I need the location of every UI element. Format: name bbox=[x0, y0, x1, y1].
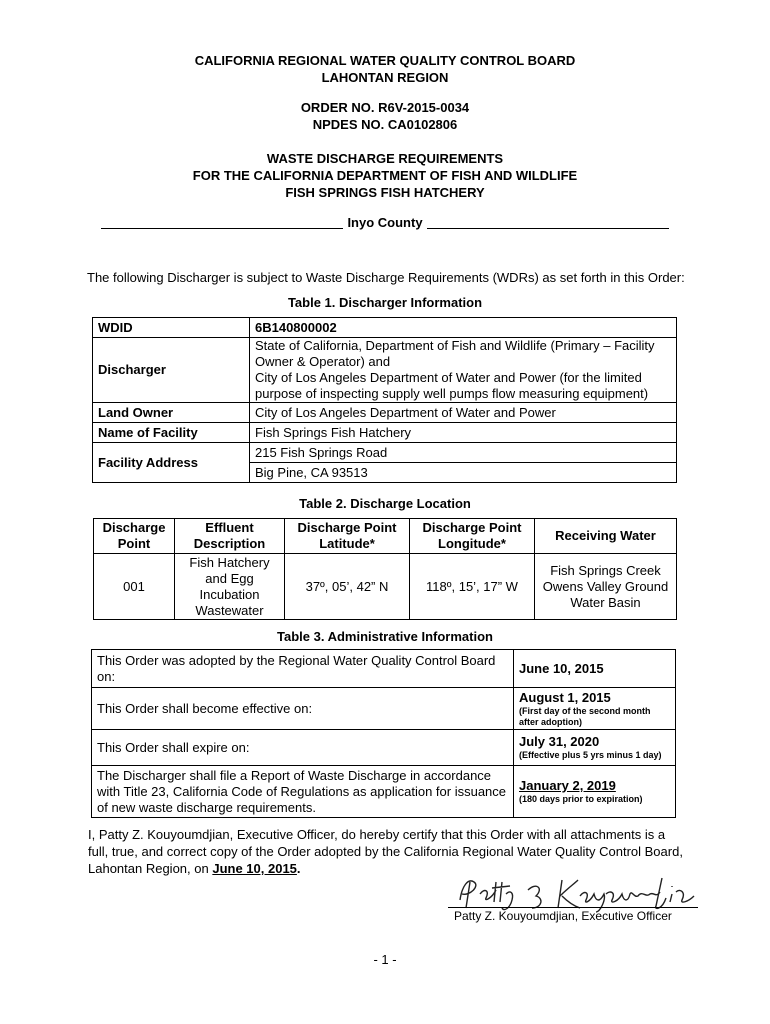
board-name: CALIFORNIA REGIONAL WATER QUALITY CONTROL BOARD bbox=[194, 53, 576, 68]
effective-label: This Order shall become effective on: bbox=[92, 688, 514, 730]
page-number: - 1 - bbox=[373, 952, 397, 967]
address-line1: 215 Fish Springs Road bbox=[250, 443, 677, 463]
signature-line bbox=[448, 907, 698, 908]
county-name: Inyo County bbox=[347, 215, 423, 230]
cell-receiving-water: Fish Springs Creek Owens Valley Ground Water Basin bbox=[535, 554, 677, 620]
table1-caption: Table 1. Discharger Information bbox=[287, 295, 483, 310]
col-latitude: Discharge Point Latitude* bbox=[285, 519, 410, 554]
cell-latitude: 37º, 05’, 42” N bbox=[285, 554, 410, 620]
county-line bbox=[0, 215, 770, 230]
adopted-value bbox=[514, 650, 676, 688]
cell-discharge-point: 001 bbox=[94, 554, 175, 620]
doc-title-line2: FOR THE CALIFORNIA DEPARTMENT OF FISH AND WILDLIFE bbox=[192, 168, 578, 183]
discharger-primary: State of California, Department of Fish and Wildlife (Primary – Facility Owner & Operator) and bbox=[255, 338, 655, 369]
discharger-label: Discharger bbox=[93, 338, 250, 403]
doc-title-line1: WASTE DISCHARGE REQUIREMENTS bbox=[266, 151, 504, 166]
landowner-value: City of Los Angeles Department of Water and Power bbox=[250, 403, 677, 423]
rowd-date: January 2, 2019 bbox=[519, 778, 616, 793]
intro-text: The following Discharger is subject to Waste Discharge Requirements (WDRs) as set forth in this Order: bbox=[87, 270, 685, 285]
rowd-label: The Discharger shall file a Report of Waste Discharge in accordance with Title 23, California Code of Regulations as application for issuance of new waste discharge requirements. bbox=[92, 766, 514, 818]
effective-value bbox=[514, 688, 676, 730]
rowd-note: (180 days prior to expiration) bbox=[519, 794, 643, 804]
expire-value bbox=[514, 730, 676, 766]
expire-note: (Effective plus 5 yrs minus 1 day) bbox=[519, 750, 662, 760]
address-line2: Big Pine, CA 93513 bbox=[250, 463, 677, 483]
col-effluent-description: Effluent Description bbox=[175, 519, 285, 554]
discharger-secondary: City of Los Angeles Department of Water and Power (for the limited purpose of inspecting supply well pumps flow measuring equipment) bbox=[255, 370, 649, 401]
rowd-value bbox=[514, 766, 676, 818]
address-label: Facility Address bbox=[93, 443, 250, 483]
facility-value: Fish Springs Fish Hatchery bbox=[250, 423, 677, 443]
wdid-label: WDID bbox=[93, 318, 250, 338]
npdes-number: NPDES NO. CA0102806 bbox=[312, 117, 458, 132]
cell-effluent-description: Fish Hatchery and Egg Incubation Wastewater bbox=[175, 554, 285, 620]
discharger-value bbox=[250, 338, 677, 403]
effective-date: August 1, 2015 bbox=[519, 689, 611, 705]
certification-text: I, Patty Z. Kouyoumdjian, Executive Officer, do hereby certify that this Order with all attachments is a full, true, and correct copy of the Order adopted by the California Regional Water Quality Control Board, Lahontan Region, on bbox=[88, 827, 683, 876]
adopted-label: This Order was adopted by the Regional Water Quality Control Board on: bbox=[92, 650, 514, 688]
landowner-label: Land Owner bbox=[93, 403, 250, 423]
certification-period: . bbox=[296, 861, 301, 876]
county-rule-left bbox=[101, 228, 343, 229]
effective-note: (First day of the second month after adoption) bbox=[519, 705, 651, 727]
county-rule-right bbox=[427, 228, 669, 229]
table2-caption: Table 2. Discharge Location bbox=[299, 496, 471, 511]
region-name: LAHONTAN REGION bbox=[321, 70, 449, 85]
col-receiving-water: Receiving Water bbox=[535, 519, 677, 554]
certification-date: June 10, 2015 bbox=[212, 861, 297, 876]
doc-title-line3: FISH SPRINGS FISH HATCHERY bbox=[285, 185, 485, 200]
cell-longitude: 118º, 15’, 17” W bbox=[410, 554, 535, 620]
table3-caption: Table 3. Administrative Information bbox=[277, 629, 493, 644]
order-number: ORDER NO. R6V-2015-0034 bbox=[300, 100, 470, 115]
expire-date: July 31, 2020 bbox=[519, 734, 600, 749]
col-discharge-point: Discharge Point bbox=[94, 519, 175, 554]
facility-label: Name of Facility bbox=[93, 423, 250, 443]
discharge-location-table bbox=[93, 518, 677, 620]
expire-label: This Order shall expire on: bbox=[92, 730, 514, 766]
administrative-table bbox=[91, 649, 676, 818]
col-longitude: Discharge Point Longitude* bbox=[410, 519, 535, 554]
adopted-date: June 10, 2015 bbox=[519, 660, 604, 676]
discharger-table bbox=[92, 317, 677, 483]
signer-name: Patty Z. Kouyoumdjian, Executive Officer bbox=[454, 909, 672, 923]
wdid-value: 6B140800002 bbox=[250, 318, 677, 338]
